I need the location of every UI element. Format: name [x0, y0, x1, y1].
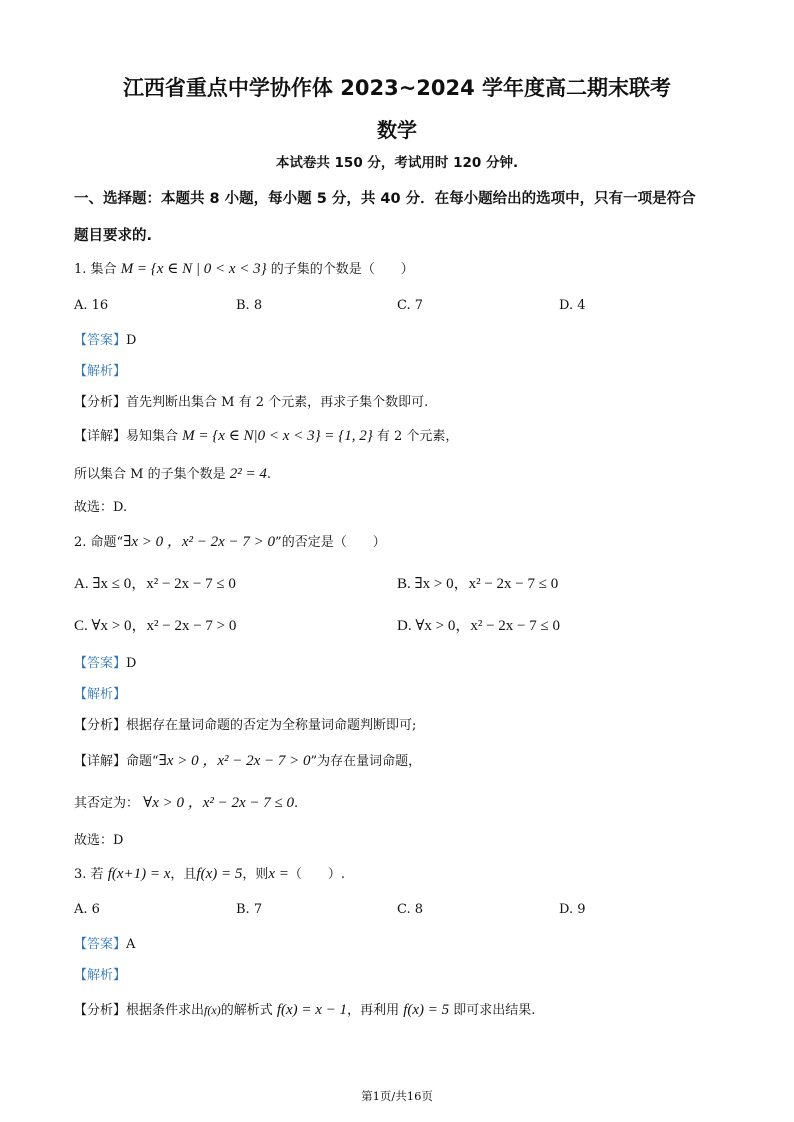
q1-stem-pre: 1. 集合: [74, 262, 117, 277]
q2-fenxi: [74, 714, 416, 733]
section-heading-line1: 一、选择题：本题共 8 小题，每小题 5 分，共 40 分．在每小题给出的选项中，只有一项是符合: [74, 191, 696, 207]
q2-neg-math: ∀x > 0 ，x² − 2x − 7 ≤ 0: [143, 795, 295, 811]
q3-stem-mid: ，且: [170, 867, 197, 882]
exam-note: 本试卷共 150 分，考试用时 120 分钟.: [275, 155, 519, 171]
q2-fenxi-text: 根据存在量词命题的否定为全称量词命题判断即可;: [126, 718, 417, 733]
q3-fenxi-mid2: ，再利用: [347, 1003, 400, 1018]
q3-answer-tag: 【答案】: [74, 937, 127, 952]
q2-option-d: D. ∀x > 0，x² − 2x − 7 ≤ 0: [397, 618, 560, 634]
q1-conclusion: 故选：D.: [74, 500, 128, 515]
q2-answer-tag: 【答案】: [74, 656, 127, 671]
q1-option-b: B. 8: [236, 298, 263, 313]
q1-xiangjie-pre: 易知集合: [126, 429, 179, 444]
q3-fenxi-mid: 的解析式: [220, 1003, 273, 1018]
q2-stem-pre: 2. 命题“: [74, 535, 124, 550]
q3-fenxi-math1: f(x): [204, 1003, 221, 1017]
q1-xiangjie: [74, 425, 458, 445]
q2-xiangjie-post: ”为存在量词命题，: [310, 754, 422, 769]
q2-neg-post: .: [294, 796, 299, 811]
q3-option-c: C. 8: [397, 902, 424, 917]
q2-option-a: A. ∃x ≤ 0，x² − 2x − 7 ≤ 0: [74, 576, 236, 592]
q1-answer-tag: 【答案】: [74, 333, 127, 348]
q3-stem-math3: x =: [268, 866, 289, 882]
q3-stem-post: （ ）.: [288, 867, 346, 882]
question-2-stem: [74, 530, 386, 551]
q3-answer: [74, 933, 135, 952]
q2-neg-pre: 其否定为：: [74, 796, 140, 811]
q1-fenxi-tag: 【分析】: [74, 395, 127, 410]
q1-set-expression: M = {x ∈ N | 0 < x < 3}: [120, 261, 267, 277]
q2-stem-math: ∃x > 0 ，x² − 2x − 7 > 0: [123, 534, 276, 550]
q2-answer: [74, 652, 136, 671]
q3-analysis-tag: 【解析】: [74, 968, 127, 983]
q1-answer: [74, 329, 136, 348]
q3-stem-pre: 3. 若: [74, 867, 104, 882]
q1-xiangjie-tag: 【详解】: [74, 429, 127, 444]
q3-stem-math1: f(x+1) = x: [107, 866, 171, 882]
q1-option-a: A. 16: [74, 298, 109, 313]
q2-negation: [74, 791, 298, 812]
q3-fenxi-tag: 【分析】: [74, 1003, 127, 1018]
q2-stem-post: ”的否定是（ ）: [275, 535, 386, 550]
q3-stem-mid2: ，则: [242, 867, 269, 882]
q2-analysis-tag: 【解析】: [74, 687, 127, 702]
q3-fenxi-post: 即可求出结果.: [453, 1003, 536, 1018]
q1-line2-post: .: [266, 467, 271, 482]
q1-analysis-tag: 【解析】: [74, 364, 127, 379]
q2-xiangjie-math: ∃x > 0 ，x² − 2x − 7 > 0: [158, 753, 311, 769]
q2-xiangjie-tag: 【详解】: [74, 754, 127, 769]
section-heading-line2: 题目要求的.: [74, 228, 153, 244]
q1-answer-value: D: [126, 333, 137, 348]
subject-title: 数学: [377, 118, 417, 142]
q2-xiangjie: [74, 749, 421, 770]
q2-fenxi-tag: 【分析】: [74, 718, 127, 733]
q3-fenxi-pre: 根据条件求出: [126, 1003, 205, 1018]
q1-line2-pre: 所以集合 M 的子集个数是: [74, 467, 226, 482]
q1-option-d: D. 4: [559, 298, 586, 313]
q3-option-d: D. 9: [559, 902, 586, 917]
page-number: 第1页/共16页: [361, 1089, 433, 1103]
q2-conclusion: 故选：D: [74, 833, 124, 848]
question-1-stem: [74, 258, 414, 278]
q3-answer-value: A: [126, 937, 136, 952]
q1-xiangjie-post: 有 2 个元素，: [376, 429, 459, 444]
q1-subset-count: [74, 463, 271, 483]
q1-option-c: C. 7: [397, 298, 424, 313]
question-3-stem: [74, 863, 345, 883]
q2-xiangjie-pre: 命题“: [126, 754, 159, 769]
q1-stem-post: 的子集的个数是（ ）: [270, 262, 414, 277]
q1-fenxi-text: 首先判断出集合 M 有 2 个元素，再求子集个数即可.: [126, 395, 429, 410]
q3-option-b: B. 7: [236, 902, 263, 917]
q1-fenxi: [74, 391, 428, 410]
q2-answer-value: D: [126, 656, 137, 671]
q1-line2-math: 2² = 4: [229, 466, 267, 482]
q3-fenxi-math3: f(x) = 5: [403, 1002, 450, 1018]
q3-fenxi: [74, 999, 535, 1019]
q3-fenxi-math2: f(x) = x − 1: [276, 1002, 348, 1018]
q2-option-b: B. ∃x > 0，x² − 2x − 7 ≤ 0: [397, 576, 559, 592]
q3-option-a: A. 6: [74, 902, 100, 917]
q2-option-c: C. ∀x > 0，x² − 2x − 7 > 0: [74, 618, 237, 634]
q1-xiangjie-math: M = {x ∈ N|0 < x < 3} = {1, 2}: [182, 428, 373, 444]
q3-stem-math2: f(x) = 5: [196, 866, 243, 882]
exam-title: 江西省重点中学协作体 2023~2024 学年度高二期末联考: [122, 76, 672, 100]
